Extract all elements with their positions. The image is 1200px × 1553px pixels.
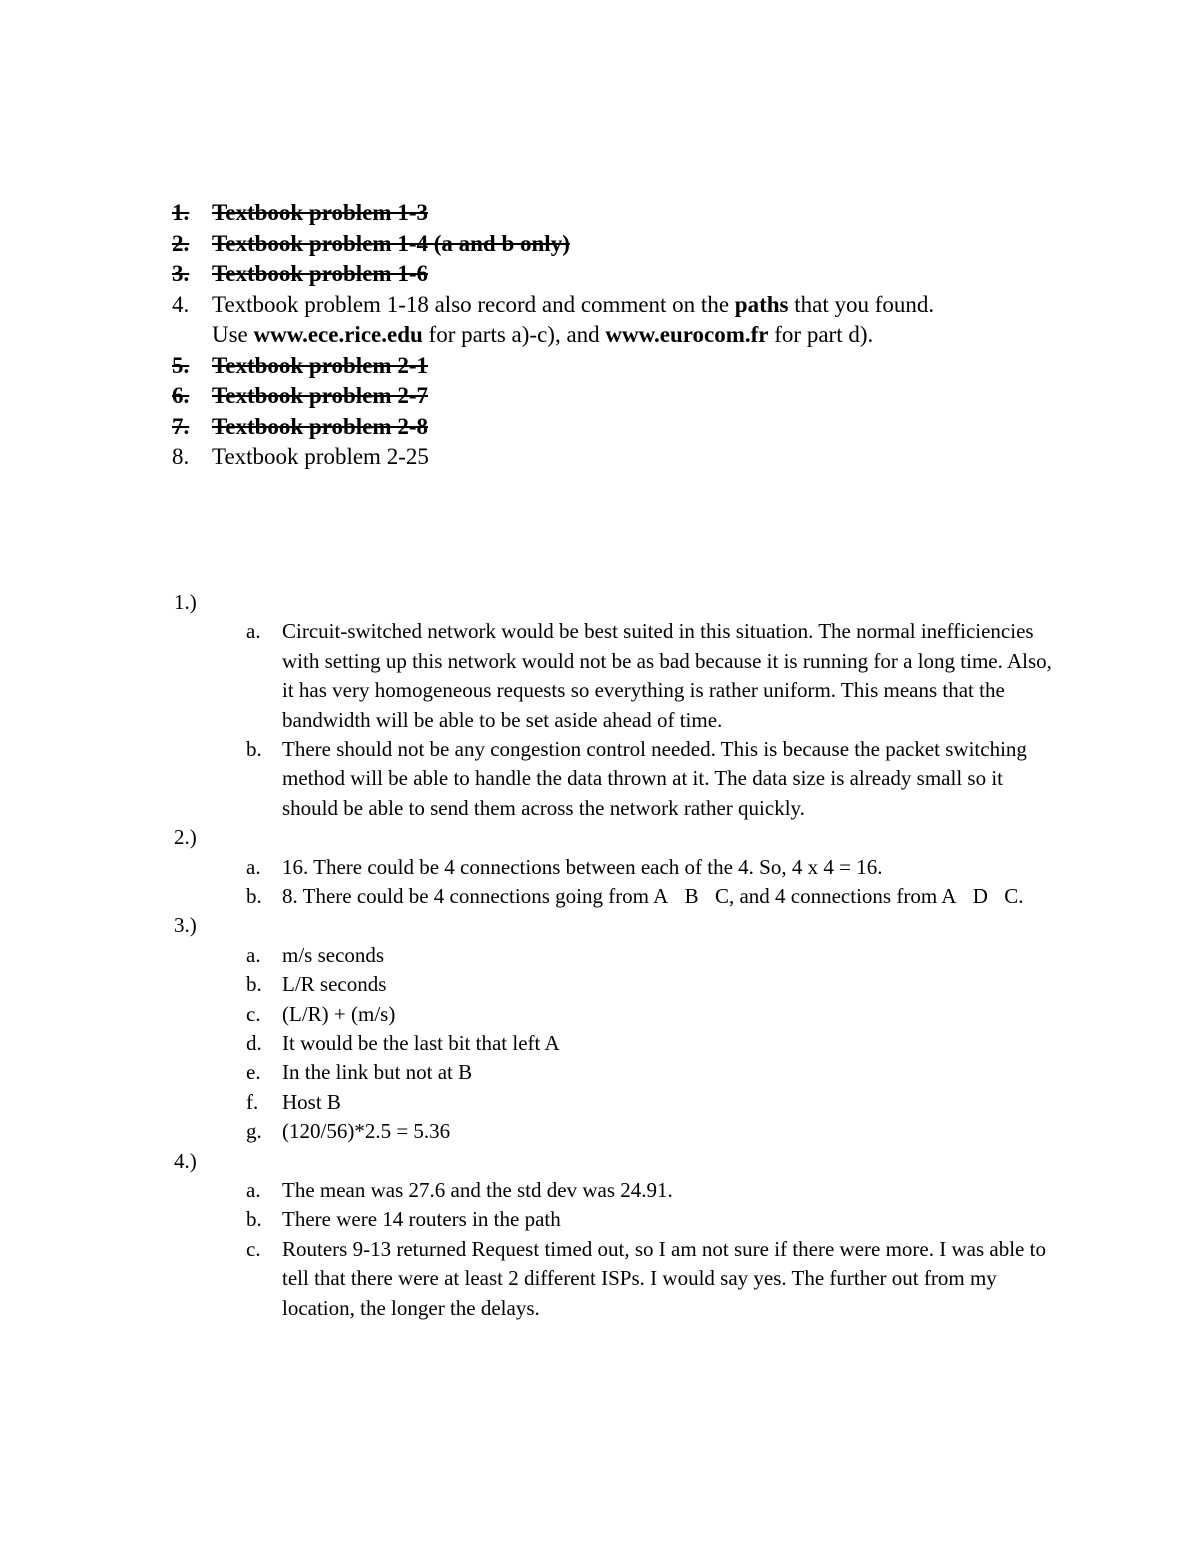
problem-text: Textbook problem 2-1	[212, 352, 428, 378]
problem-item	[172, 351, 1132, 382]
answer-letter: b.	[246, 1207, 262, 1232]
problem-text-emphasis: paths	[734, 291, 789, 317]
answer-item	[246, 941, 1074, 970]
answer-text: The mean was 27.6 and the std dev was 24.91.	[282, 1178, 673, 1203]
problem-text: Textbook problem 2-8	[212, 413, 428, 439]
answer-item	[246, 1117, 1074, 1146]
problem-item	[172, 290, 1132, 351]
answer-text: L/R seconds	[282, 972, 387, 997]
problem-number: 3.	[172, 261, 190, 286]
answer-item	[246, 1176, 1074, 1205]
answer-letter: b.	[246, 972, 262, 997]
answer-label: 3.)	[174, 913, 197, 938]
answer-letter: a.	[246, 1178, 261, 1203]
problem-text	[212, 290, 1132, 351]
problem-text: Textbook problem 2-25	[212, 444, 429, 469]
answer-text: (120/56)*2.5 = 5.36	[282, 1119, 451, 1144]
answer-text: 16. There could be 4 connections between each of the 4. So, 4 x 4 = 16.	[282, 854, 883, 879]
answer-letter: a.	[246, 619, 261, 644]
answer-label: 4.)	[174, 1148, 197, 1173]
problem-number: 5.	[172, 352, 190, 378]
answer-item	[246, 882, 1074, 911]
problem-item	[172, 229, 1132, 260]
answer-text: m/s seconds	[282, 942, 385, 967]
problem-number: 8.	[172, 444, 190, 469]
answer-text: 8. There could be 4 connections going from A B C, and 4 connections from A D C.	[282, 884, 977, 909]
problem-text-part: that you found.	[788, 291, 935, 317]
answer-item	[246, 1205, 1074, 1234]
answer-text: Host B	[282, 1089, 341, 1114]
problem-item	[172, 381, 1132, 412]
answer-item	[246, 1000, 1074, 1029]
answer-item	[246, 970, 1074, 999]
answer-text: There should not be any congestion control needed. This is because the packet switching method will be able to handle the data thrown at it. The data size is already small so it should be able to send them across the network rather quickly.	[282, 737, 1027, 820]
problem-text: Textbook problem 1-6	[212, 261, 428, 286]
problem-text-part: Use	[212, 322, 254, 347]
answer-item	[246, 617, 1074, 735]
answer-letter: b.	[246, 884, 262, 909]
problem-list	[172, 198, 1132, 473]
answer-item	[246, 1235, 1074, 1323]
answer-text: In the link but not at B	[282, 1060, 473, 1085]
answer-letter: c.	[246, 1236, 261, 1261]
problem-number: 6.	[172, 383, 190, 408]
problem-number: 4.	[172, 291, 190, 317]
problem-text: Textbook problem 1-3	[212, 200, 428, 225]
answer-letter: d.	[246, 1031, 262, 1056]
answer-text: Routers 9-13 returned Request timed out, so I am not sure if there were more. I was able to tell that there were at least 2 different ISPs. I would say yes. The further out from my location, the longer the delays.	[282, 1236, 1046, 1320]
answer-item	[246, 853, 1074, 882]
answer-letter: g.	[246, 1119, 262, 1144]
answer-letter: c.	[246, 1001, 261, 1026]
problem-item	[172, 259, 1132, 290]
problem-text-part: for part d).	[768, 322, 874, 347]
answer-letter: f.	[246, 1089, 259, 1114]
answer-text: There were 14 routers in the path	[282, 1207, 561, 1232]
problem-number: 2.	[172, 230, 190, 256]
answer-section	[174, 588, 1074, 1323]
answer-item	[246, 1088, 1074, 1117]
answer-item	[246, 1029, 1074, 1058]
problem-item	[172, 412, 1132, 443]
problem-number: 7.	[172, 413, 190, 439]
problem-number: 1.	[172, 200, 190, 225]
answer-text: (L/R) + (m/s)	[282, 1001, 396, 1026]
problem-item	[172, 442, 1132, 473]
problem-text-part: for parts a)-c), and	[422, 322, 606, 347]
url-text: www.ece.rice.edu	[253, 322, 423, 347]
answer-letter: a.	[246, 942, 261, 967]
answer-item	[246, 735, 1074, 823]
answer-label: 2.)	[174, 825, 197, 850]
problem-text: Textbook problem 2-7	[212, 383, 428, 408]
answer-text: Circuit-switched network would be best suited in this situation. The normal inefficiencies with setting up this network would not be as bad because it is running for a long time. Also, it has very homogeneous requests so everything is rather uniform. This means that the bandwidth will be able to be set aside ahead of time.	[282, 619, 1052, 732]
answer-item	[246, 1058, 1074, 1087]
problem-item	[172, 198, 1132, 229]
url-text: www.eurocom.fr	[605, 322, 769, 347]
problem-text: Textbook problem 1-4 (a and b only)	[212, 230, 570, 256]
problem-text-part: Textbook problem 1-18 also record and comment on the	[212, 291, 735, 317]
answer-label: 1.)	[174, 590, 197, 614]
answer-letter: b.	[246, 737, 262, 762]
answer-letter: e.	[246, 1060, 261, 1085]
answer-letter: a.	[246, 854, 261, 879]
answer-text: It would be the last bit that left A	[282, 1031, 560, 1056]
